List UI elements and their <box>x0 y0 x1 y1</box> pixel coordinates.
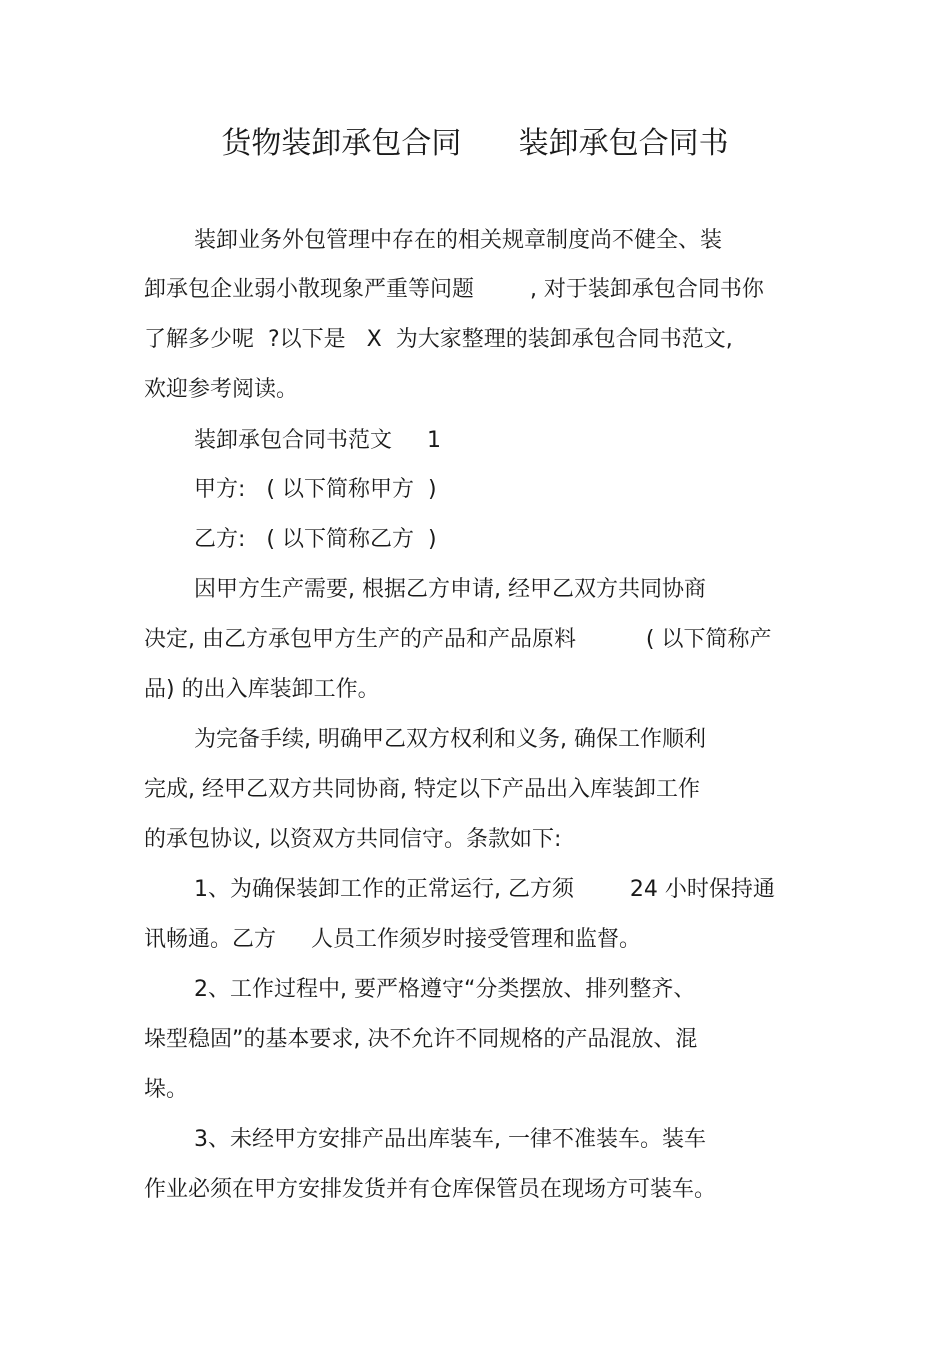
document-title: 货物装卸承包合同 装卸承包合同书 <box>221 126 729 161</box>
clause-line: 垛。 <box>144 1077 189 1102</box>
clause-line: 作业必须在甲方安排发货并有仓库保管员在现场方可装车。 <box>144 1177 717 1202</box>
clause-line: 3、未经甲方安排产品出库装车, 一律不准装车。装车 <box>194 1127 706 1152</box>
paragraph-line: 欢迎参考阅读。 <box>144 377 299 402</box>
paragraph-line: 品) 的出入库装卸工作。 <box>144 677 380 702</box>
clause-line: 垛型稳固”的基本要求, 决不允许不同规格的产品混放、混 <box>144 1027 698 1052</box>
party-b-line: 乙方: ( 以下简称乙方 ) <box>194 527 437 552</box>
paragraph-line: 完成, 经甲乙双方共同协商, 特定以下产品出入库装卸工作 <box>144 777 700 802</box>
paragraph-line: 卸承包企业弱小散现象严重等问题 , 对于装卸承包合同书你 <box>144 277 764 302</box>
paragraph-line: 的承包协议, 以资双方共同信守。条款如下: <box>144 827 562 852</box>
clause-line: 1、为确保装卸工作的正常运行, 乙方须 24 小时保持通 <box>194 877 775 902</box>
party-a-line: 甲方: ( 以下简称甲方 ) <box>194 477 437 502</box>
section-heading: 装卸承包合同书范文 1 <box>194 428 441 453</box>
paragraph-line: 因甲方生产需要, 根据乙方申请, 经甲乙双方共同协商 <box>194 577 706 602</box>
clause-line: 2、工作过程中, 要严格遵守“分类摆放、排列整齐、 <box>194 977 696 1002</box>
clause-line: 讯畅通。乙方 人员工作须岁时接受管理和监督。 <box>144 927 641 952</box>
paragraph-line: 决定, 由乙方承包甲方生产的产品和产品原料 ( 以下简称产 <box>144 627 772 652</box>
paragraph-line: 为完备手续, 明确甲乙双方权利和义务, 确保工作顺利 <box>194 727 706 752</box>
paragraph-line: 了解多少呢 ?以下是 X 为大家整理的装卸承包合同书范文, <box>144 327 733 352</box>
paragraph-line: 装卸业务外包管理中存在的相关规章制度尚不健全、装 <box>194 228 723 253</box>
